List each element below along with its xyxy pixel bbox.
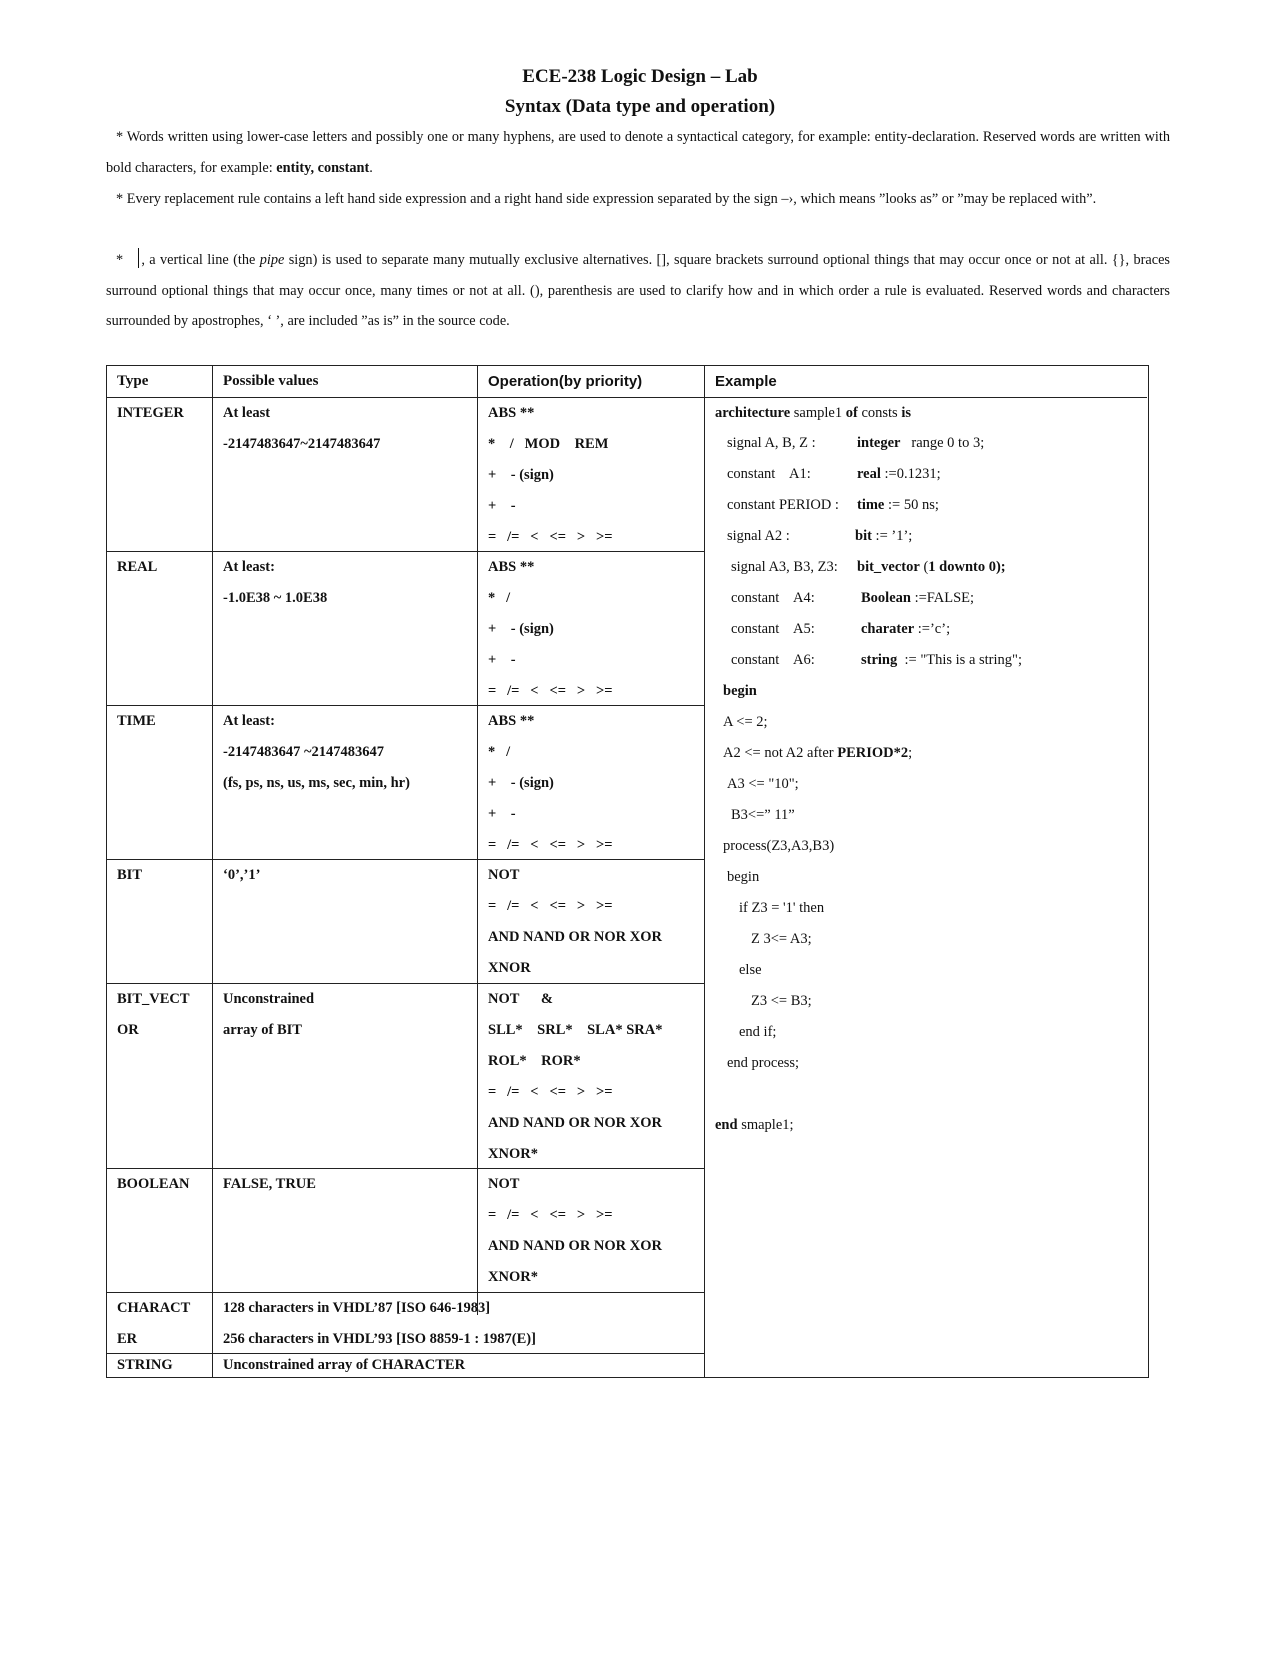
- page-title: ECE-238 Logic Design – Lab: [522, 66, 758, 87]
- ops-boolean: NOT = /= < <= > >= AND NAND OR NOR XOR XNOR*: [488, 1176, 662, 1285]
- example-line-11: A <= 2;: [723, 714, 768, 730]
- example-line-8: constant A5:: [731, 621, 815, 637]
- example-line-5-type: bit := ’1’;: [855, 528, 913, 544]
- example-line-9-type: string := "This is a string";: [861, 652, 1022, 668]
- example-line-7: constant A4:: [731, 590, 815, 606]
- example-line-4-type: time := 50 ns;: [857, 497, 939, 513]
- ops-integer: ABS ** * / MOD REM + - (sign) + - = /= < <= > >=: [488, 405, 613, 545]
- example-line-9: constant A6:: [731, 652, 815, 668]
- example-line-15: process(Z3,A3,B3): [723, 838, 835, 854]
- intro-paragraph-2: * Every replacement rule contains a left hand side expression and a right hand side expression separated by the sign –›, which means ”looks as” or ”may be replaced with”.: [116, 191, 1097, 207]
- values-time: At least: -2147483647 ~2147483647 (fs, ps, ns, us, ms, sec, min, hr): [223, 713, 410, 791]
- type-time: TIME: [117, 713, 156, 729]
- ops-bit-vector: NOT & SLL* SRL* SLA* SRA* ROL* ROR* = /= < <= > >= AND NAND OR NOR XOR XNOR*: [488, 991, 663, 1162]
- example-line-10: begin: [723, 683, 757, 699]
- example-line-1: architecture sample1 of consts is: [715, 405, 911, 421]
- type-string: STRING: [117, 1357, 173, 1373]
- values-real: At least: -1.0E38 ~ 1.0E38: [223, 559, 328, 606]
- example-line-4: constant PERIOD :: [727, 497, 839, 513]
- values-bit-vector: Unconstrained array of BIT: [223, 991, 315, 1038]
- type-boolean: BOOLEAN: [117, 1176, 190, 1192]
- header-operation: Operation(by priority): [488, 373, 643, 390]
- type-character: CHARACT ER: [117, 1300, 191, 1347]
- example-line-2: signal A, B, Z :: [727, 435, 816, 451]
- example-line-19: else: [739, 962, 762, 978]
- type-real: REAL: [117, 559, 158, 575]
- example-line-6: signal A3, B3, Z3:: [731, 559, 838, 575]
- header-values: Possible values: [223, 373, 319, 389]
- example-line-17: if Z3 = '1' then: [739, 900, 825, 916]
- intro-paragraph-3: * , a vertical line (the pipe sign) is used to separate many mutually exclusive alternatives. [], square brackets surround optional things that may occur once or not at all. {}, braces surround optional things that may occur once, many times or not at all. (), parenthesis are used to clarify how and in which order a rule is evaluated. Reserved words and characters surrounded by apostrophes, ‘ ’, are included ”as is” in the source code.: [106, 245, 1170, 337]
- values-bit: ‘0’,’1’: [223, 867, 261, 883]
- values-boolean: FALSE, TRUE: [223, 1176, 316, 1192]
- intro-paragraph-1: * Words written using lower-case letters and possibly one or many hyphens, are used to denote a syntactical category, for example: entity-declaration. Reserved words are written with bold characters, for example: entity, constant.: [106, 129, 1170, 176]
- example-line-5: signal A2 :: [727, 528, 790, 544]
- example-line-2-type: integer range 0 to 3;: [857, 435, 985, 451]
- example-line-14: B3<=” 11”: [731, 807, 795, 823]
- page-subtitle: Syntax (Data type and operation): [504, 96, 776, 117]
- example-line-21: end if;: [739, 1024, 777, 1040]
- example-line-23: end smaple1;: [715, 1117, 794, 1133]
- header-example: Example: [715, 373, 777, 390]
- values-string: Unconstrained array of CHARACTER: [223, 1357, 466, 1373]
- example-line-12: A2 <= not A2 after PERIOD*2;: [723, 745, 913, 761]
- data-type-table: [106, 365, 1149, 1378]
- ops-time: ABS ** * / + - (sign) + - = /= < <= > >=: [488, 713, 613, 853]
- values-character: 128 characters in VHDL’87 [ISO 646-1983] 256 characters in VHDL’93 [ISO 8859-1 : 1987(E)]: [223, 1300, 536, 1347]
- example-line-22: end process;: [727, 1055, 800, 1071]
- type-bit: BIT: [117, 867, 142, 883]
- example-line-3-type: real :=0.1231;: [857, 466, 941, 482]
- type-integer: INTEGER: [117, 405, 184, 421]
- header-type: Type: [117, 373, 149, 389]
- example-line-18: Z 3<= A3;: [751, 931, 812, 947]
- values-integer: At least -2147483647~2147483647: [223, 405, 381, 452]
- example-line-3: constant A1:: [727, 466, 811, 482]
- example-line-16: begin: [727, 869, 760, 885]
- ops-real: ABS ** * / + - (sign) + - = /= < <= > >=: [488, 559, 613, 699]
- pipe-symbol: [138, 248, 139, 268]
- ops-bit: NOT = /= < <= > >= AND NAND OR NOR XOR XNOR: [488, 867, 662, 976]
- example-line-20: Z3 <= B3;: [751, 993, 812, 1009]
- type-bit-vector: BIT_VECT OR: [117, 991, 190, 1038]
- example-line-7-type: Boolean :=FALSE;: [861, 590, 975, 606]
- example-line-6-type: bit_vector (1 downto 0);: [857, 559, 1006, 575]
- example-line-8-type: charater :=’c’;: [861, 621, 951, 637]
- example-line-13: A3 <= "10";: [727, 776, 799, 792]
